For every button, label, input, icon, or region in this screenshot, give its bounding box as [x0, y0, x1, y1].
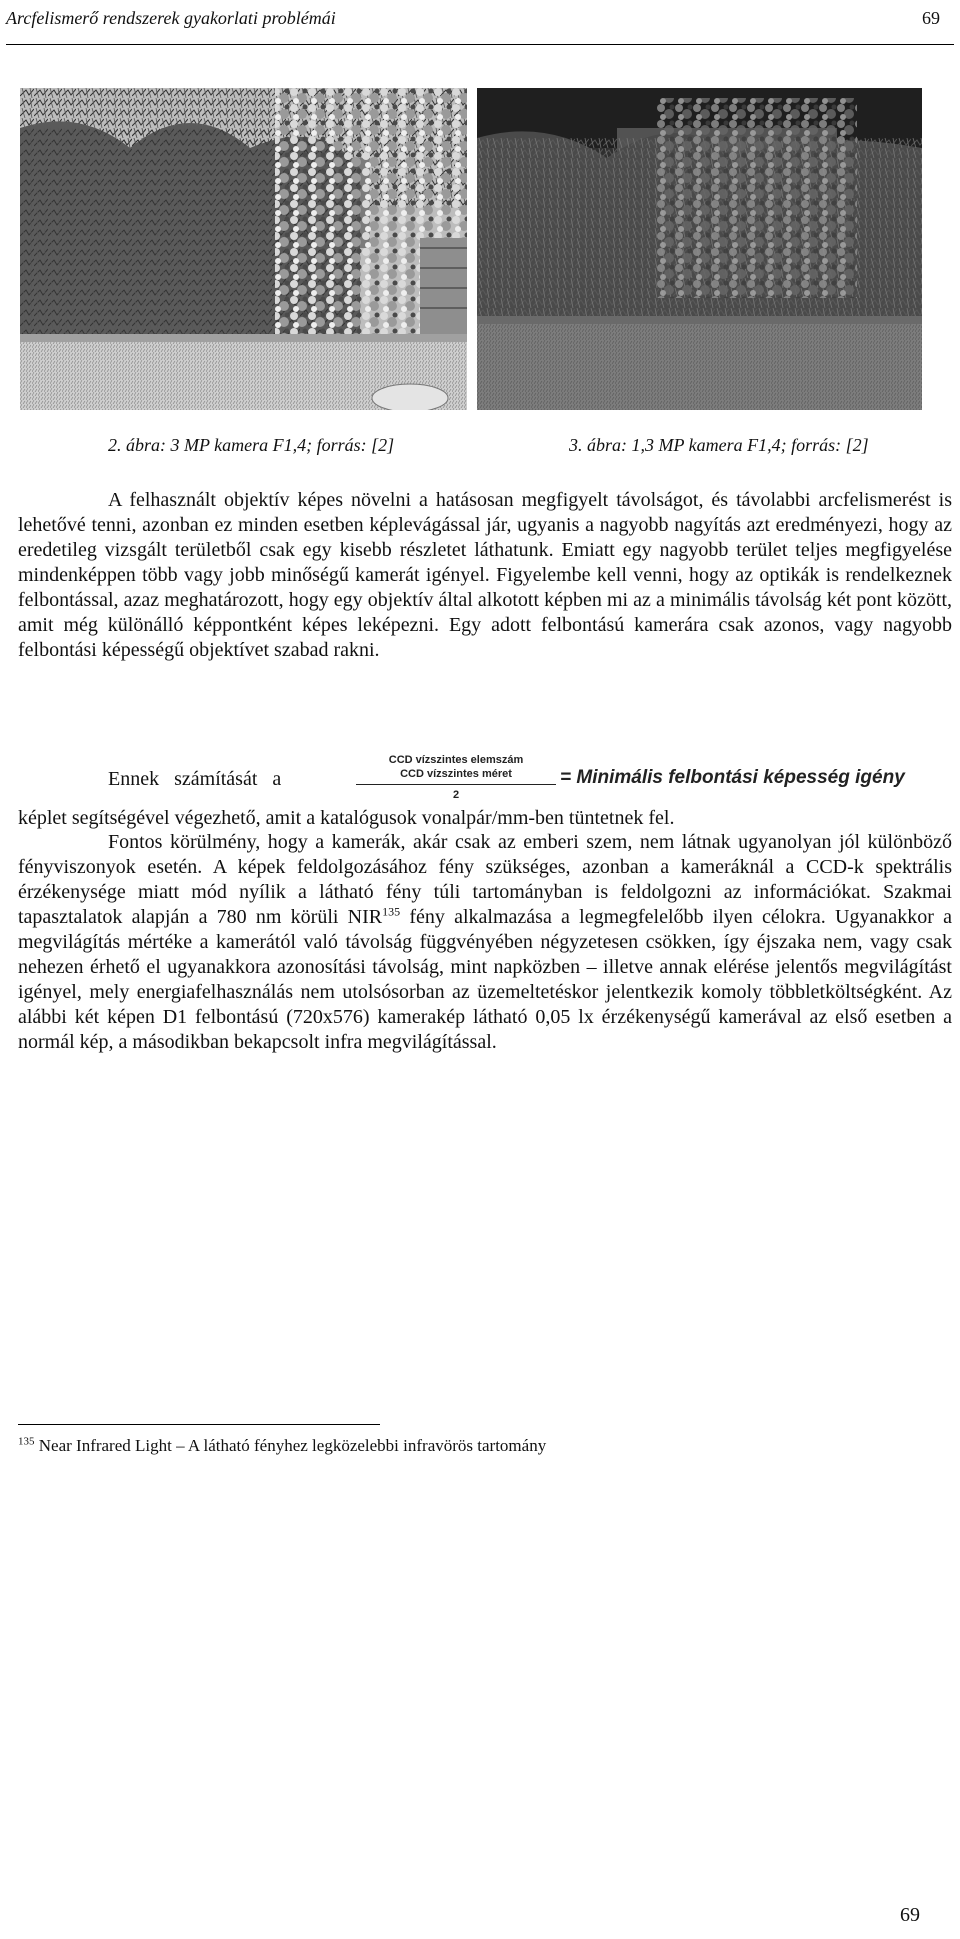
running-header	[6, 0, 954, 45]
footnote-ref[interactable]: 135	[382, 904, 401, 919]
formula-line	[18, 754, 952, 812]
figure-3-caption: 3. ábra: 1,3 MP kamera F1,4; forrás: [2]	[569, 435, 869, 455]
figure-2-photo	[20, 88, 467, 410]
formula-numerator: CCD vízszintes elemszám	[388, 754, 524, 766]
footnote-mark: 135	[18, 1435, 35, 1448]
paragraph-3-before: Fontos körülmény, hogy a kamerák, akár csak az emberi szem, nem látnak ugyanolyan jól különböző fényviszonyok esetén. A képek feldolgozásához fény szükséges, azonban a kameráknál a CCD-k spektrális érzékenysége miatt mód nyílik a látható fény túli tartományban is feldolgozni az információkat. Szakmai tapasztalatok alapján a 780 nm körüli NIR	[18, 831, 952, 928]
formula-denominator-bottom: 2	[452, 789, 460, 801]
footnote	[18, 1436, 546, 1456]
header-title: Arcfelismerő rendszerek gyakorlati problémái	[6, 8, 336, 28]
fraction-bar	[356, 784, 556, 785]
figure-2-caption: 2. ábra: 3 MP kamera F1,4; forrás: [2]	[108, 435, 395, 455]
header-page-number: 69	[922, 8, 940, 28]
page-number: 69	[900, 1904, 920, 1926]
body-paragraph-1: A felhasznált objektív képes növelni a hatásosan megfigyelt távolságot, és távolabbi arcfelismerést is lehetővé tenni, azonban ez minden esetben képlevágással jár, ugyanis a nagyobb nagyítás azt eredményezi, hogy az eredetileg vizsgált területből csak egy kisebb részletet láthatunk. Emiatt egy nagyobb terület teljes megfigyelése mindenképpen több vagy jobb minőségű kamerát igényel. Figyelembe kell venni, hogy az optikák is rendelkeznek felbontással, azaz meghatározott, hogy egy objektív által alkotott képben mi az a minimális távolság két pont között, amit még különálló képpontként képes leképezni. Egy adott felbontású kamerára csak azonos, vagy nagyobb felbontási képességű objektívet szabad rakni.	[18, 489, 952, 661]
formula-lead-text: Ennek számítását a	[108, 768, 282, 790]
figure-3-photo	[477, 88, 922, 410]
formula-rhs: = Minimális felbontási képesség igény	[560, 767, 905, 788]
footnote-text: Near Infrared Light – A látható fényhez legközelebbi infravörös tartomány	[38, 1436, 547, 1455]
body-paragraph-3	[18, 830, 952, 1055]
formula-denominator-top: CCD vízszintes méret	[400, 768, 512, 780]
footnote-divider	[18, 1424, 380, 1425]
body-paragraph-2: képlet segítségével végezhető, amit a katalógusok vonalpár/mm-ben tüntetnek fel.	[18, 807, 675, 829]
formula-fraction	[356, 754, 556, 808]
paragraph-3-after: fény alkalmazása a legmegfelelőbb ilyen célokra. Ugyanakkor a megvilágítás mértéke a kamerától való távolság függvényében négyzetesen csökken, így éjszaka nem, vagy csak nehezen érhető el ugyanakkora azonosítási távolság, mint napközben – illetve annak elérése jelentős megvilágítást igényel, mely energiafelhasználás nem utolsósorban az üzemeltetéskor jelentkezik komoly többletköltségként. Az alábbi két képen D1 felbontású (720x576) kamerakép látható 0,05 lx érzékenységű kamerával az első esetben a normál kép, a másodikban bekapcsolt infra megvilágítással.	[18, 906, 952, 1053]
